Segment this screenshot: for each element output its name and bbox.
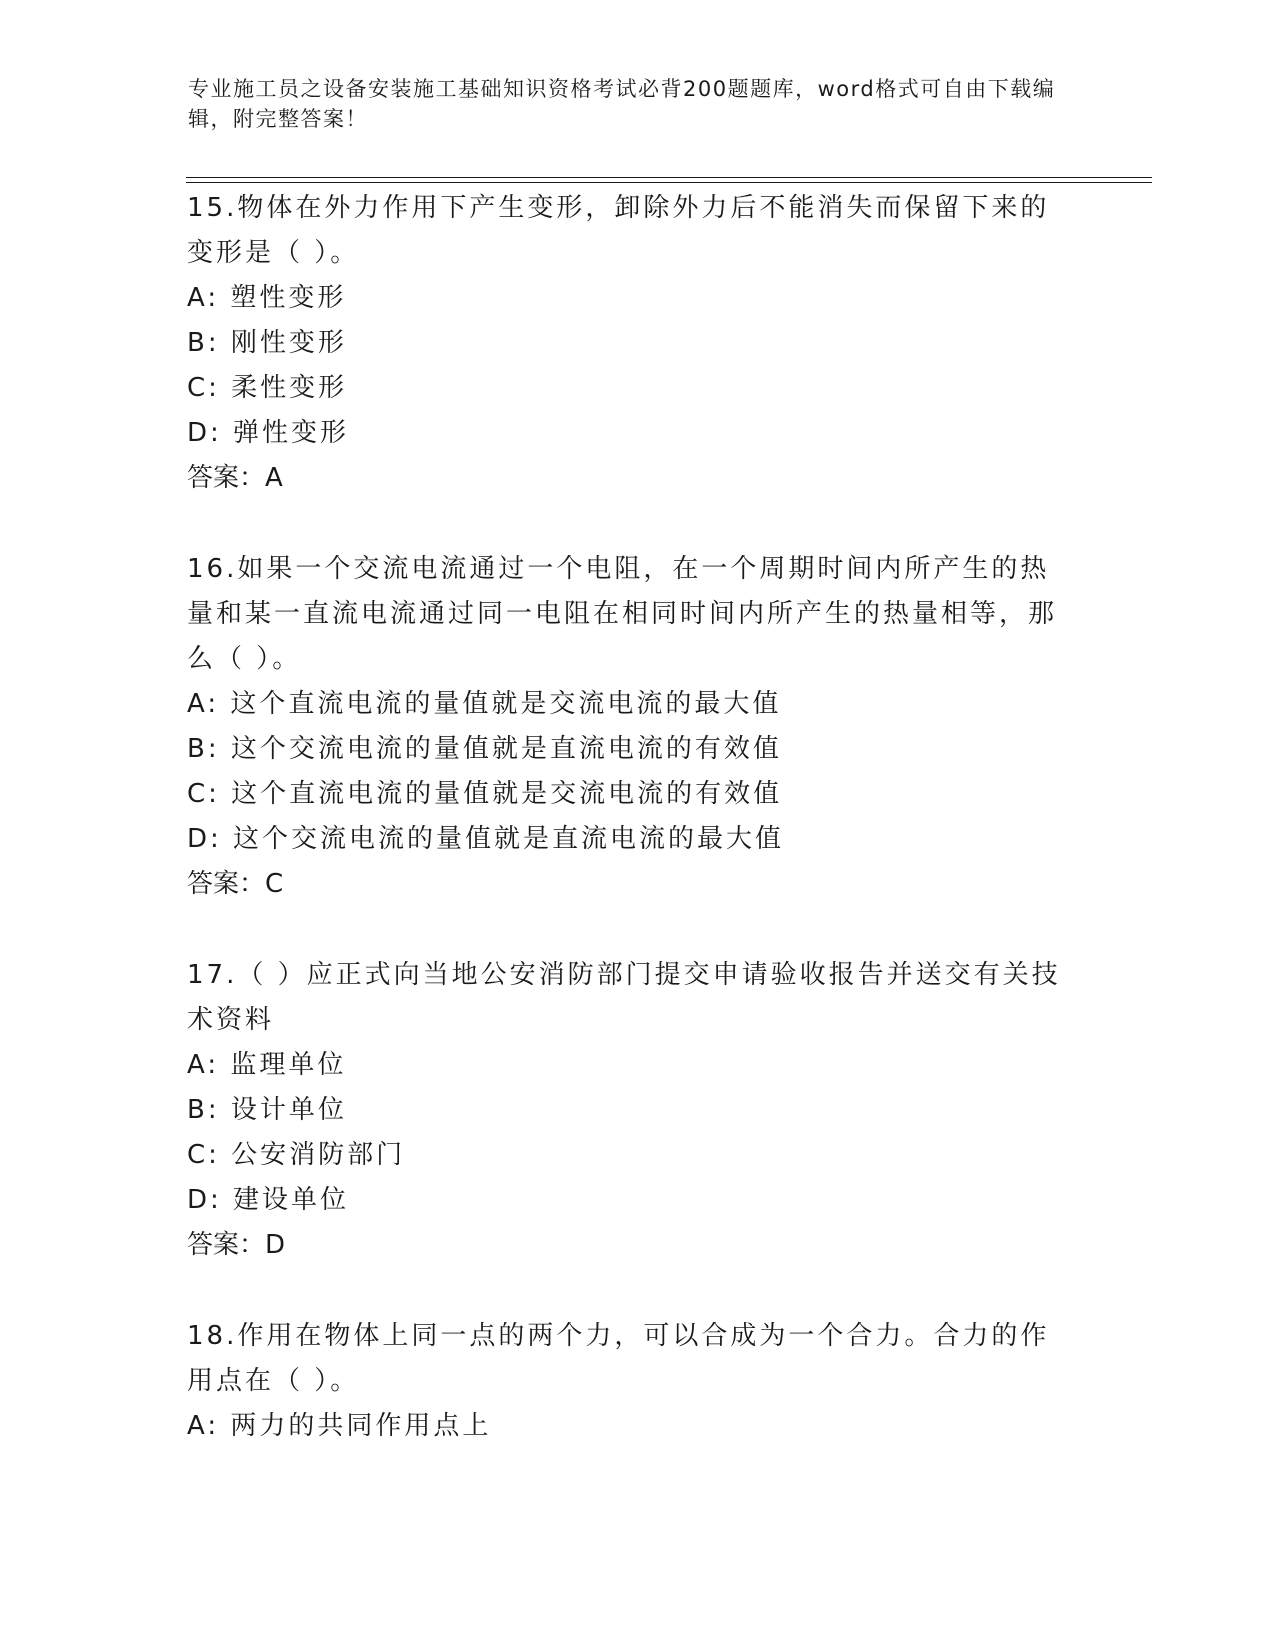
option-a: A: 这个直流电流的量值就是交流电流的最大值 <box>187 689 782 719</box>
option-c: C: 这个直流电流的量值就是交流电流的有效值 <box>187 779 783 809</box>
question-list <box>187 186 1077 1495</box>
document-header: 专业施工员之设备安装施工基础知识资格考试必背200题题库，word格式可自由下载编辑，附完整答案！ <box>188 77 1056 131</box>
question-17 <box>187 953 1077 1268</box>
header-divider-bottom <box>186 182 1152 183</box>
answer: 答案：A <box>187 463 283 493</box>
answer: 答案：C <box>187 869 284 899</box>
option-d: D: 建设单位 <box>187 1185 350 1215</box>
option-d: D: 这个交流电流的量值就是直流电流的最大值 <box>187 824 785 854</box>
question-15 <box>187 186 1077 501</box>
option-b: B: 刚性变形 <box>187 328 347 358</box>
option-b: B: 设计单位 <box>187 1095 347 1125</box>
option-d: D: 弹性变形 <box>187 418 350 448</box>
question-18 <box>187 1314 1077 1449</box>
option-a: A: 塑性变形 <box>187 283 347 313</box>
question-text: 15.物体在外力作用下产生变形，卸除外力后不能消失而保留下来的变形是（ ）。 <box>187 193 1050 268</box>
option-c: C: 柔性变形 <box>187 373 348 403</box>
question-text: 16.如果一个交流电流通过一个电阻，在一个周期时间内所产生的热量和某一直流电流通过同一电阻在相同时间内所产生的热量相等，那么（ ）。 <box>187 554 1058 674</box>
question-16 <box>187 547 1077 907</box>
question-text: 18.作用在物体上同一点的两个力，可以合成为一个合力。合力的作用点在（ ）。 <box>187 1321 1050 1396</box>
header-divider-top <box>186 177 1152 178</box>
option-c: C: 公安消防部门 <box>187 1140 406 1170</box>
answer: 答案：D <box>187 1230 286 1260</box>
option-b: B: 这个交流电流的量值就是直流电流的有效值 <box>187 734 782 764</box>
option-a: A: 监理单位 <box>187 1050 347 1080</box>
option-a: A: 两力的共同作用点上 <box>187 1411 492 1441</box>
question-text: 17.（ ）应正式向当地公安消防部门提交申请验收报告并送交有关技术资料 <box>187 960 1061 1035</box>
